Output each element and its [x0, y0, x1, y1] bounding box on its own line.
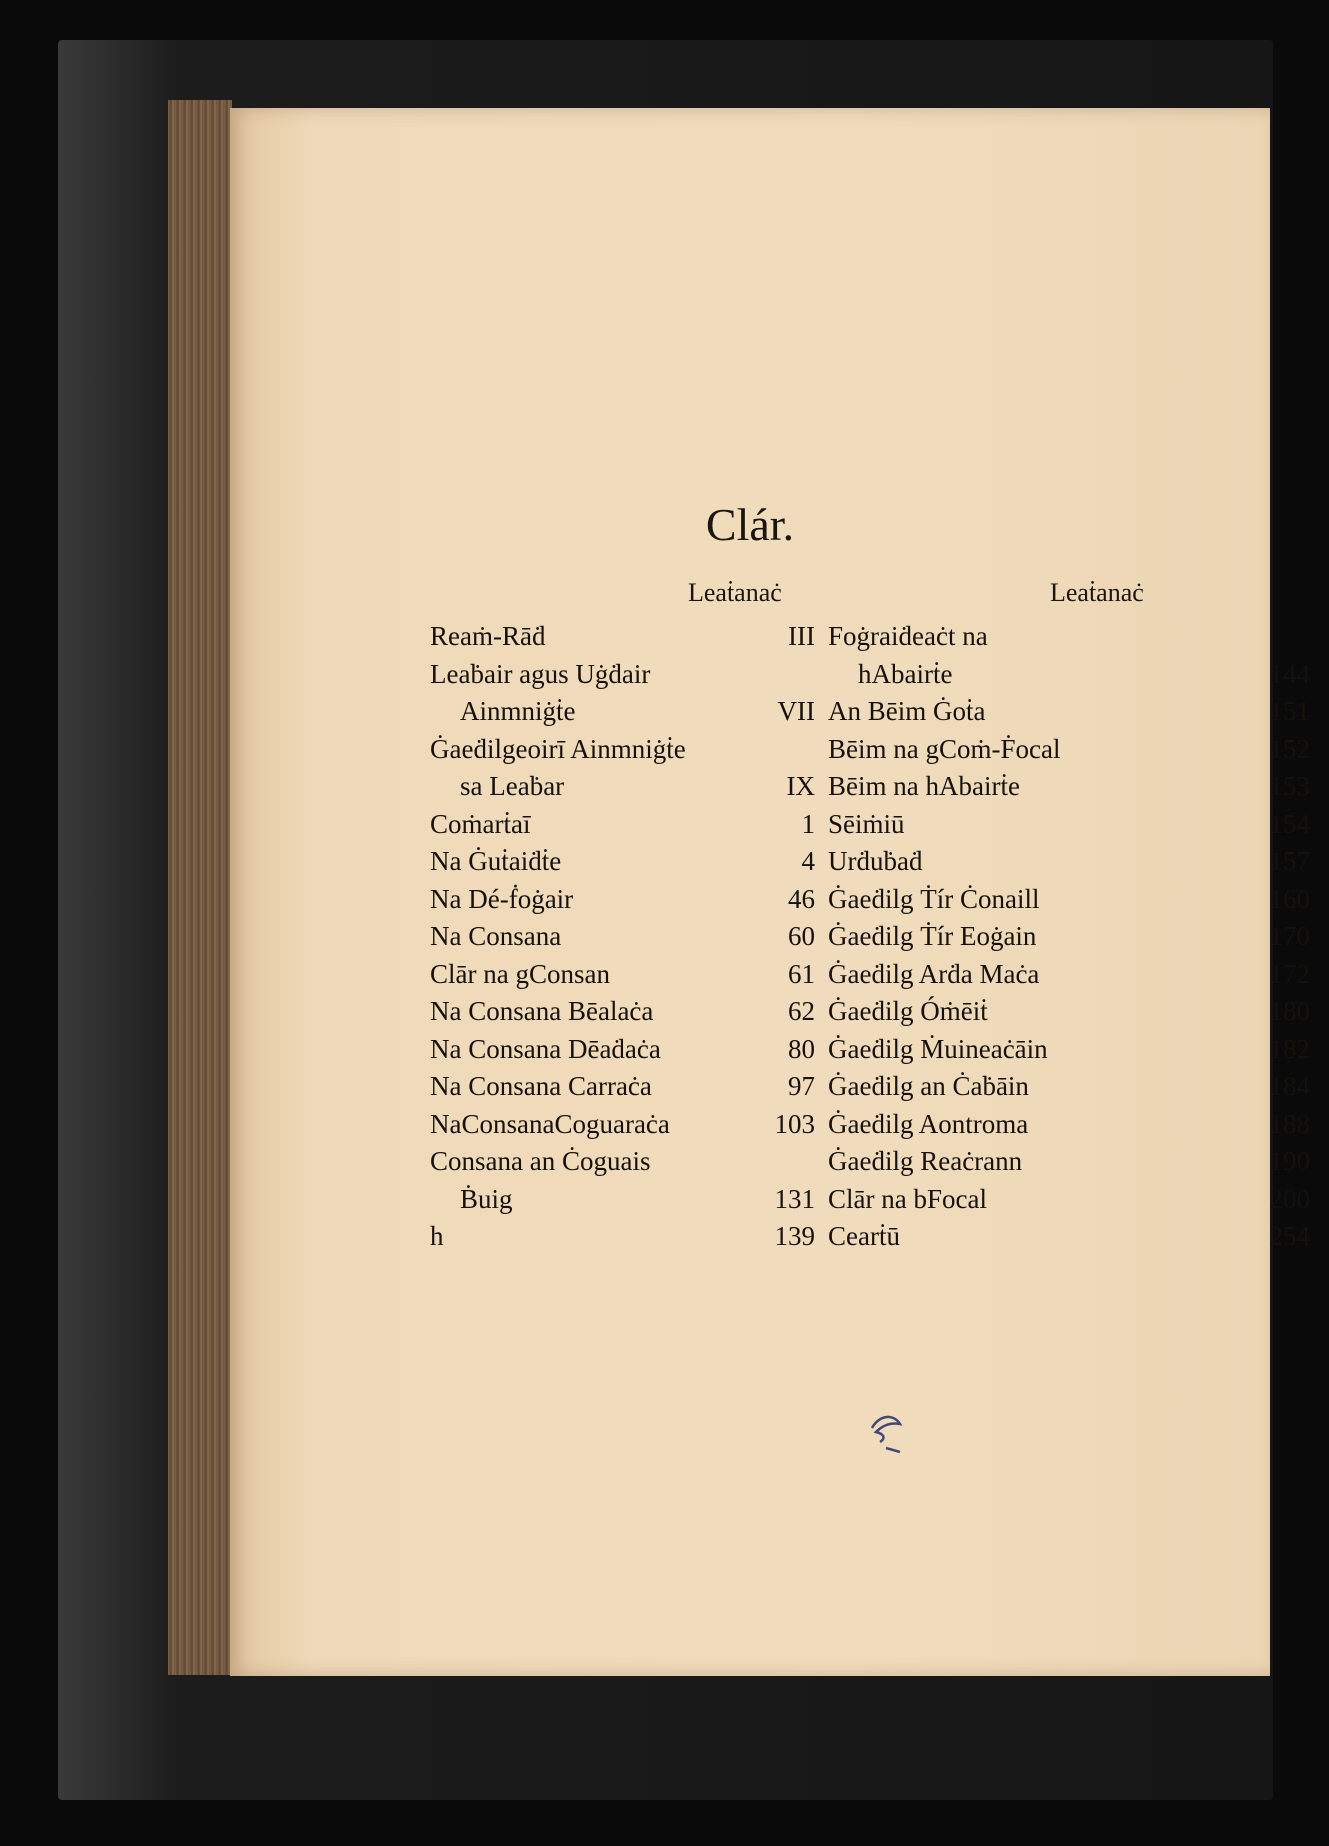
toc-entry — [828, 693, 1329, 731]
toc-entry-page: 62 — [788, 996, 815, 1026]
toc-entry — [828, 1106, 1329, 1144]
toc-entry-text: sa Leaḃar — [460, 771, 565, 801]
toc-entry-text: An Bēim Ġoṫa — [828, 696, 986, 726]
toc-entry-page: 131 — [774, 1183, 815, 1214]
toc-entry-text: Clār na gConsan — [430, 958, 610, 989]
toc-entry-page: 200 — [1269, 1183, 1310, 1214]
toc-entry-text: hAbairṫe — [858, 658, 953, 689]
toc-entry-text: Coṁarṫaī — [430, 808, 531, 839]
toc-entry — [828, 1218, 1329, 1256]
toc-entry-page: 144 — [1269, 658, 1310, 689]
toc-entry — [828, 618, 1329, 656]
toc-entry — [828, 918, 1329, 956]
toc-entry-page: 152 — [1269, 733, 1310, 764]
toc-entry-page: 180 — [1269, 996, 1310, 1026]
toc-entry-text: Na Ġuṫaiḋṫe — [430, 846, 562, 876]
toc-entry-page: 154 — [1269, 808, 1310, 839]
toc-entry-text: Ḃuig — [460, 1183, 513, 1214]
toc-entry-page: 97 — [788, 1071, 815, 1101]
toc-entry — [828, 843, 1329, 881]
toc-entry-page: 170 — [1269, 921, 1310, 951]
toc-entry — [828, 656, 1329, 694]
toc-entry-text: Urḋuḃaḋ — [828, 846, 923, 876]
toc-entry — [828, 1181, 1329, 1219]
toc-entry-text: Ġaeḋilg Ṫír Ċonaill — [828, 883, 1040, 914]
toc-entry-text: Cearṫū — [828, 1221, 900, 1251]
toc-entry-text: Clār na bFocal — [828, 1183, 987, 1214]
toc-entry-page: 60 — [788, 921, 815, 951]
page-column-header-right: Leaṫanaċ — [1050, 578, 1144, 607]
page-column-header-left: Leaṫanaċ — [688, 578, 782, 607]
toc-entry-text: Consana an Ċoguais — [430, 1146, 651, 1176]
book-page — [230, 108, 1310, 1676]
toc-entry-page: 182 — [1269, 1033, 1310, 1064]
toc-entry-page: 188 — [1269, 1108, 1310, 1139]
toc-entry-text: Ainmniġṫe — [460, 696, 576, 726]
toc-entry-text: Ġaeḋilg Aontroma — [828, 1108, 1029, 1139]
toc-entry — [828, 956, 1329, 994]
toc-entry — [828, 993, 1329, 1031]
toc-entry-page: 254 — [1269, 1221, 1310, 1251]
page-stack-edge — [168, 100, 232, 1675]
toc-entry-text: Na Consana — [430, 921, 562, 951]
toc-entry-text: Bēim na gCoṁ-Ḟocal — [828, 733, 1061, 764]
toc-entry-text: Leaḃair agus Uġḋair — [430, 658, 651, 689]
page-title: Clár. — [705, 499, 795, 550]
toc-entry-page: 139 — [774, 1221, 815, 1251]
toc-entry — [828, 806, 1329, 844]
toc-entry — [828, 1068, 1329, 1106]
toc-entry-text: Foġraiḋeaċt na — [828, 621, 988, 651]
toc-entry-text: Na Consana Bēalaċa — [430, 996, 654, 1026]
toc-entry-text: Ġaeḋilg an Ċaḃāin — [828, 1071, 1029, 1101]
toc-entry-text: Reaṁ-Rāḋ — [430, 621, 546, 651]
toc-entry-page: 46 — [788, 883, 815, 914]
toc-entry-page: 1 — [801, 808, 815, 839]
toc-entry-page: 61 — [788, 958, 815, 989]
toc-entry-text: Na Dé-ḟoġair — [430, 883, 574, 914]
toc-entry-page: 103 — [774, 1108, 815, 1139]
toc-entry-page: IX — [786, 771, 815, 801]
toc-entry-page: 151 — [1269, 696, 1310, 726]
toc-entry-text: Sēiṁiū — [828, 808, 905, 839]
toc-entry-page: III — [788, 621, 815, 651]
toc-entry-page: 153 — [1269, 771, 1310, 801]
toc-entry-page: 172 — [1269, 958, 1310, 989]
toc-entry-page: 184 — [1269, 1071, 1310, 1101]
toc-right-column — [828, 618, 1329, 1256]
toc-entry-text: Ġaeḋilgeoirī Ainmniġṫe — [430, 733, 686, 764]
toc-entry-text: Ġaeḋilg Óṁēiṫ — [828, 996, 988, 1026]
toc-entry-text: Na Consana Dēaḋaċa — [430, 1033, 661, 1064]
toc-entry-page: 160 — [1269, 883, 1310, 914]
toc-entry-page: VII — [777, 696, 815, 726]
toc-entry-page: 157 — [1269, 846, 1310, 876]
toc-entry-page: 80 — [788, 1033, 815, 1064]
toc-entry-text: h — [430, 1221, 444, 1251]
toc-entry-page: 4 — [801, 846, 815, 876]
toc-entry — [828, 1031, 1329, 1069]
toc-entry-text: Ġaeḋilg Ṁuineaċāin — [828, 1033, 1048, 1064]
toc-entry-text: NaConsanaCoguaraċa — [430, 1108, 670, 1139]
toc-entry-text: Bēim na hAbairṫe — [828, 771, 1020, 801]
toc-entry-page: 190 — [1269, 1146, 1310, 1176]
ink-flourish-mark — [860, 1408, 920, 1458]
toc-entry — [828, 1143, 1329, 1181]
toc-entry-text: Na Consana Carraċa — [430, 1071, 652, 1101]
toc-entry — [828, 881, 1329, 919]
toc-entry — [828, 768, 1329, 806]
toc-entry-text: Ġaeḋilg Ṫír Eoġain — [828, 921, 1037, 951]
toc-entry-text: Ġaeḋilg Reaċrann — [828, 1146, 1023, 1176]
toc-entry-text: Ġaeḋilg Arḋa Maċa — [828, 958, 1040, 989]
toc-entry — [828, 731, 1329, 769]
